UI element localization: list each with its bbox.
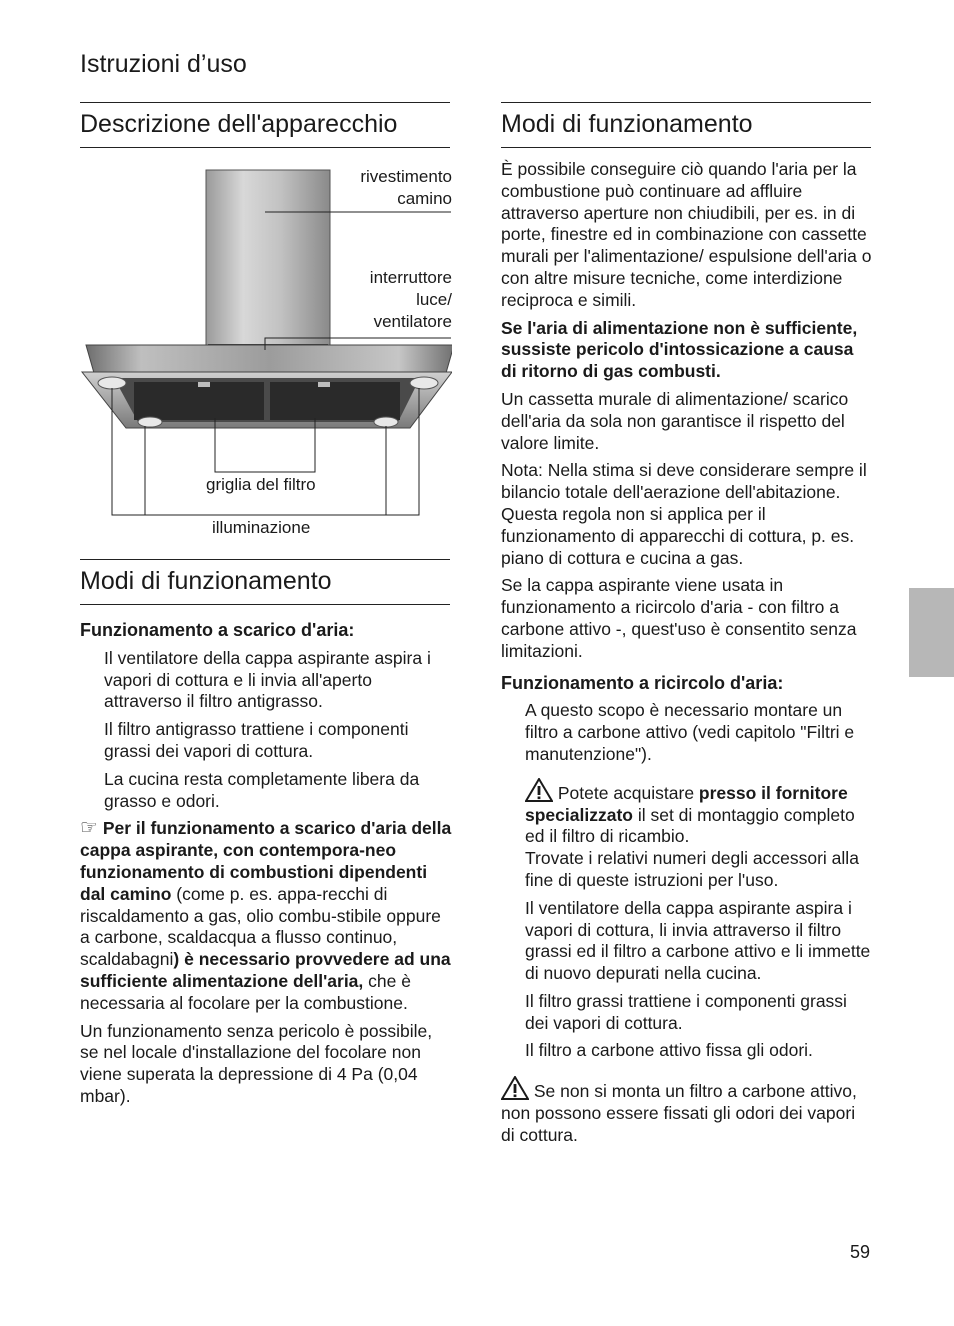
exhaust-paragraph-1: Il ventilatore della cappa aspirante aspira i vapori di cottura e li invia all'aperto attraverso il filtro antigrasso. — [104, 647, 431, 712]
recirculation-paragraph-1: A questo scopo è necessario montare un filtro a carbone attivo (vedi capitolo "Filtri e manutenzione"). — [525, 700, 855, 764]
label-light-fan-switch: interruttore luce/ ventilatore — [369, 268, 452, 331]
right-column-text — [501, 159, 873, 1153]
accessory-numbers-paragraph: Trovate i relativi numeri degli accessori alla fine di queste istruzioni per l'uso. — [525, 848, 859, 890]
no-carbon-filter-warning: Se non si monta un filtro a carbone attivo, non possono essere fissati gli odori dei vapori di cottura. — [501, 1076, 873, 1146]
filter-grid-right — [270, 382, 400, 420]
light-left-front — [138, 417, 162, 427]
exhaust-paragraph-2: Il filtro antigrasso trattiene i componenti grassi dei vapori di cottura. — [104, 719, 409, 761]
filter-grid-left — [134, 382, 264, 420]
modes-title-left: Modi di funzionamento — [80, 559, 450, 605]
light-right-front — [374, 417, 398, 427]
recirculation-allowed-paragraph: Se la cappa aspirante viene usata in funzionamento a ricircolo d'aria - con filtro a carbone attivo -, quest'uso è consentito senza limitazioni. — [501, 575, 857, 661]
exhaust-mode-heading: Funzionamento a scarico d'aria: — [80, 620, 355, 640]
note-paragraph: Nota: Nella stima si deve considerare sempre il bilancio totale dell'aerazione dell'abitazione. Questa regola non si applica per il funzionamento di apparecchi di cottura, p. es. piano di cottura e cucina a gas. — [501, 460, 867, 568]
intoxication-warning: Se l'aria di alimentazione non è sufficiente, sussiste pericolo d'intossicazione a causa di ritorno di gas combusti. — [501, 317, 858, 382]
light-left-rear — [98, 377, 126, 389]
chapter-tab — [909, 588, 954, 677]
left-column-text — [80, 620, 452, 1114]
hood-diagram — [80, 160, 452, 550]
exhaust-paragraph-3: La cucina resta completamente libera da grasso e odori. — [104, 768, 420, 811]
exhaust-note: ☞ Per il funzionamento a scarico d'aria della cappa aspirante, con contempora-neo funzionamento di combustioni dipendenti dal camino (come p. es. appa-recchi di riscaldamento a gas, olio combu-stibile oppure a carbone, scaldacqua a flusso continuo, scaldabagni) è necessario provvedere ad una sufficiente alimentazione dell'aria, che è necessaria al focolare per la combustione. — [80, 817, 452, 1013]
label-lighting: illuminazione — [212, 518, 311, 537]
pointing-hand-icon: ☞ — [80, 817, 98, 840]
recirculation-paragraph-4: Il filtro a carbone attivo fissa gli odori. — [525, 1040, 813, 1061]
wall-box-paragraph: Un cassetta murale di alimentazione/ scarico dell'aria da sola non garantisce il rispetto del valore limite. — [501, 388, 849, 453]
label-chimney-cover: rivestimento camino — [360, 167, 452, 208]
air-supply-paragraph: È possibile conseguire ciò quando l'aria per la combustione può continuare ad affluire attraverso aperture non chiudibili, per es. in di porte, finestre ed in combinazione con cassette murali per l'alimentazione/ espulsione dell'aria o con altre misure tecniche, come interdizione reciproca e simili. — [501, 159, 872, 310]
label-filter-grid: griglia del filtro — [206, 475, 316, 494]
light-right-rear — [410, 377, 438, 389]
page-header: Istruzioni d’uso — [80, 50, 247, 78]
safe-operation-paragraph: Un funzionamento senza pericolo è possibile, se nel locale d'installazione del focolare non viene superata la depressione di 4 Pa (0,04 mbar). — [80, 1020, 433, 1106]
modes-title-right: Modi di funzionamento — [501, 102, 871, 148]
page-number: 59 — [850, 1242, 871, 1262]
recirculation-heading: Funzionamento a ricircolo d'aria: — [501, 672, 784, 693]
recirculation-paragraph-3: Il filtro grassi trattiene i componenti grassi dei vapori di cottura. — [525, 990, 847, 1033]
warning-icon — [501, 1076, 529, 1100]
recirculation-paragraph-2: Il ventilatore della cappa aspirante aspira i vapori di cottura, li invia attraverso il filtro grassi ed il filtro a carbone attivo e li immette di nuovo depurati nella cucina. — [525, 897, 871, 984]
purchase-paragraph: Potete acquistare presso il fornitore specializzato il set di montaggio completo ed il filtro di ricambio. — [525, 778, 873, 848]
warning-icon — [525, 778, 553, 802]
description-title: Descrizione dell'apparecchio — [80, 102, 450, 148]
